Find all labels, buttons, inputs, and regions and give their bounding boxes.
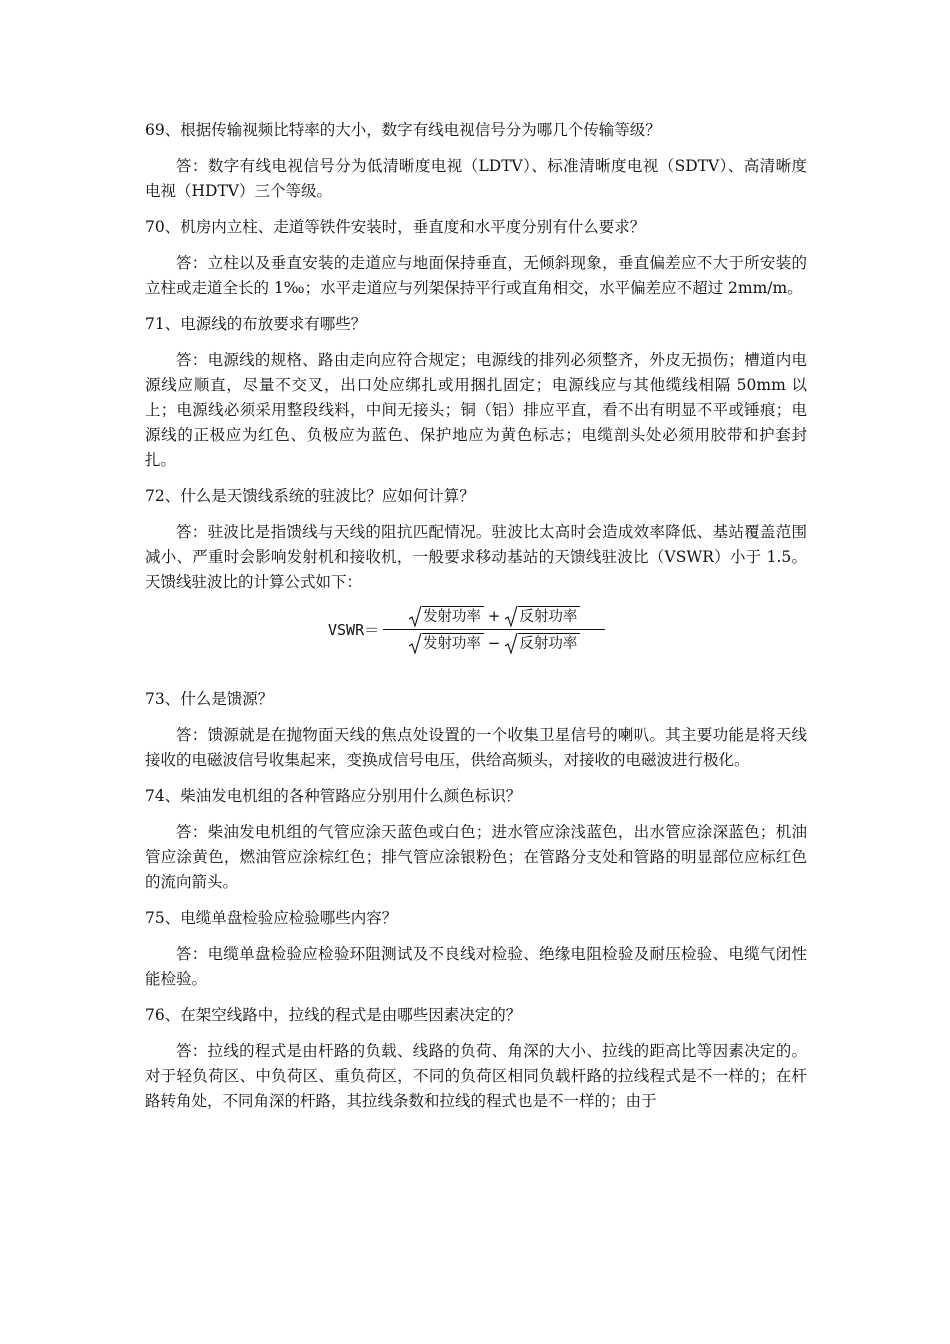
answer-70: 答：立柱以及垂直安装的走道应与地面保持垂直，无倾斜现象，垂直偏差应不大于所安装的立柱或走道全长的 1‰；水平走道应与列架保持平行或直角相交，水平偏差应不超过 2mm/m。 xyxy=(145,254,807,297)
answer-71: 答：电源线的规格、路由走向应符合规定；电源线的排列必须整齐，外皮无损伤；槽道内电源线应顺直，尽量不交叉，出口处应绑扎或用捆扎固定；电源线应与其他缆线相隔 50mm 以上；电源线必须采用整段线料，中间无接头；铜（铝）排应平直，看不出有明显不平或锤痕；电源线的正极应为红色、负极应为蓝色、保护地应为黄色标志；电缆剖头处必须用胶带和护套封扎。 xyxy=(145,351,807,469)
reflected-power-label: 反射功率 xyxy=(518,606,580,627)
question-73: 73、什么是馈源？ xyxy=(145,690,274,708)
question-70: 70、机房内立柱、走道等铁件安装时，垂直度和水平度分别有什么要求？ xyxy=(145,218,646,236)
vswr-formula xyxy=(328,599,807,659)
sqrt-forward-power xyxy=(408,605,484,627)
sqrt-forward-power-denominator xyxy=(408,632,484,654)
formula-numerator xyxy=(406,604,583,628)
formula-denominator xyxy=(406,631,583,655)
question-75: 75、电缆单盘检验应检验哪些内容？ xyxy=(145,909,398,927)
fraction-bar xyxy=(383,629,605,630)
document-page xyxy=(145,118,807,1125)
radical-sign-icon xyxy=(408,605,422,627)
plus-sign: + xyxy=(487,606,501,625)
answer-69: 答：数字有线电视信号分为低清晰度电视（LDTV）、标准清晰度电视（SDTV）、高清晰度电视（HDTV）三个等级。 xyxy=(145,157,807,200)
answer-72: 答：驻波比是指馈线与天线的阻抗匹配情况。驻波比太高时会造成效率降低、基站覆盖范围减小、严重时会影响发射机和接收机，一般要求移动基站的天馈线驻波比（VSWR）小于 1.5。天馈线驻波比的计算公式如下： xyxy=(145,523,807,591)
reflected-power-label: 反射功率 xyxy=(518,633,580,654)
answer-75: 答：电缆单盘检验应检验环阻测试及不良线对检验、绝缘电阻检验及耐压检验、电缆气闭性能检验。 xyxy=(145,945,807,988)
formula-lhs: VSWR＝ xyxy=(328,620,380,639)
minus-sign: − xyxy=(487,633,501,652)
answer-76: 答：拉线的程式是由杆路的负载、线路的负荷、角深的大小、拉线的距高比等因素决定的。对于轻负荷区、中负荷区、重负荷区，不同的负荷区相同负载杆路的拉线程式是不一样的；在杆路转角处，不同角深的杆路，其拉线条数和拉线的程式也是不一样的；由于 xyxy=(145,1042,807,1110)
sqrt-reflected-power-denominator xyxy=(504,632,580,654)
forward-power-label: 发射功率 xyxy=(422,633,484,654)
formula-spacer xyxy=(145,659,807,687)
forward-power-label: 发射功率 xyxy=(422,606,484,627)
question-76: 76、在架空线路中，拉线的程式是由哪些因素决定的？ xyxy=(145,1006,522,1024)
sqrt-reflected-power xyxy=(504,605,580,627)
answer-74: 答：柴油发电机组的气管应涂天蓝色或白色；进水管应涂浅蓝色，出水管应涂深蓝色；机油管应涂黄色，燃油管应涂棕红色；排气管应涂银粉色；在管路分支处和管路的明显部位应标红色的流向箭头。 xyxy=(145,823,807,891)
question-74: 74、柴油发电机组的各种管路应分别用什么颜色标识？ xyxy=(145,787,522,805)
answer-73: 答：馈源就是在抛物面天线的焦点处设置的一个收集卫星信号的喇叭。其主要功能是将天线接收的电磁波信号收集起来，变换成信号电压，供给高频头，对接收的电磁波进行极化。 xyxy=(145,726,807,769)
radical-sign-icon xyxy=(408,632,422,654)
question-71: 71、电源线的布放要求有哪些？ xyxy=(145,315,367,333)
formula-fraction xyxy=(383,604,605,655)
radical-sign-icon xyxy=(504,605,518,627)
radical-sign-icon xyxy=(504,632,518,654)
question-72: 72、什么是天馈线系统的驻波比？应如何计算？ xyxy=(145,487,475,505)
question-69: 69、根据传输视频比特率的大小，数字有线电视信号分为哪几个传输等级？ xyxy=(145,121,661,139)
